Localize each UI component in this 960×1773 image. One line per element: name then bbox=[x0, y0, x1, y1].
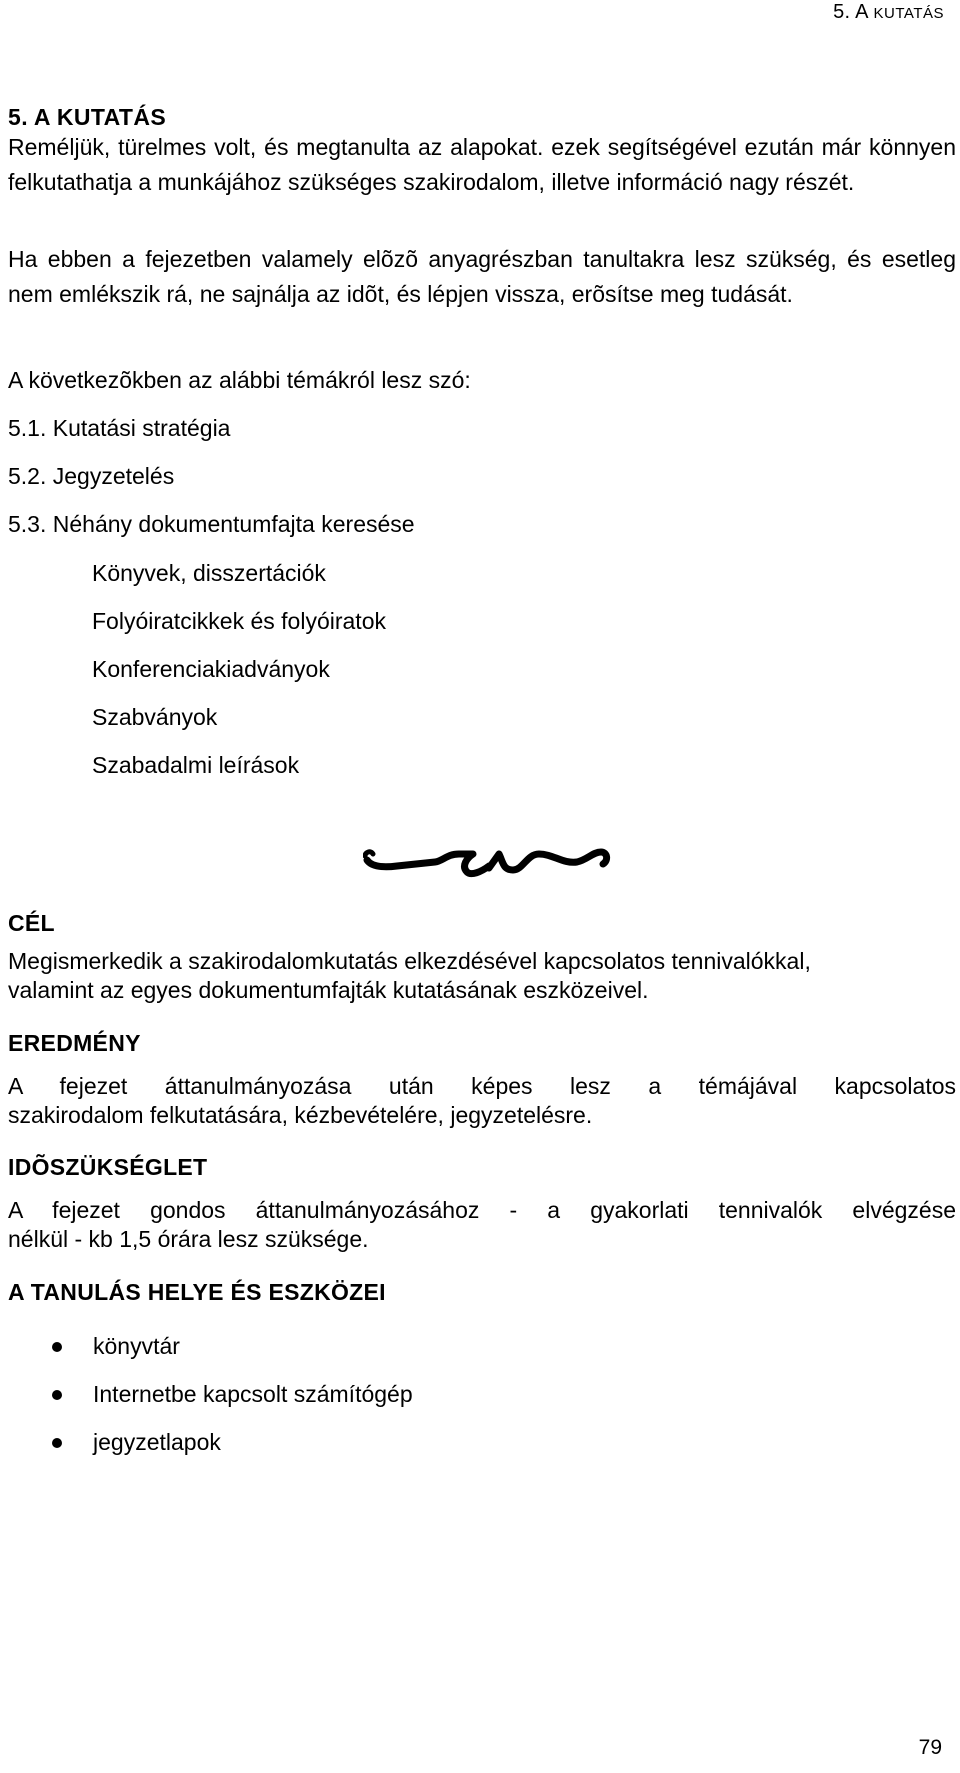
running-header-chapter-name: KUTATÁS bbox=[873, 5, 944, 22]
list-item-text: jegyzetlapok bbox=[93, 1429, 221, 1455]
result-line-1: A fejezet áttanulmányozása után képes lesz a témájával kapcsolatos bbox=[8, 1073, 956, 1099]
intro-paragraph-1: Reméljük, türelmes volt, és megtanulta az alapokat. ezek segítségével ezután már könnyen felkutathatja a munkájához szükséges szakirodalom, illetve információ nagy részét. bbox=[8, 134, 956, 195]
time-heading: IDÕSZÜKSÉGLET bbox=[8, 1154, 208, 1180]
intro-paragraph-2: Ha ebben a fejezetben valamely elõzõ anyagrészban tanultakra lesz szükség, és esetleg nem emlékszik rá, ne sajnálja az idõt, és lépjen vissza, erõsítse meg tudását. bbox=[8, 246, 956, 307]
bullet-icon bbox=[52, 1438, 62, 1448]
time-line-2: nélkül - kb 1,5 órára lesz szüksége. bbox=[8, 1226, 369, 1252]
topics-intro: A következõkben az alábbi témákról lesz szó: bbox=[8, 367, 471, 393]
toc-subitem-journals: Folyóiratcikkek és folyóiratok bbox=[92, 608, 386, 634]
list-item-text: Internetbe kapcsolt számítógép bbox=[93, 1381, 413, 1407]
toc-subitem-standards: Szabványok bbox=[92, 704, 218, 730]
chapter-title: 5. A KUTATÁS bbox=[8, 104, 167, 130]
bullet-icon bbox=[52, 1390, 62, 1400]
running-header bbox=[833, 0, 944, 26]
toc-subitem-conferences: Konferenciakiadványok bbox=[92, 656, 330, 682]
goal-line-1: Megismerkedik a szakirodalomkutatás elkezdésével kapcsolatos tennivalókkal, bbox=[8, 948, 811, 974]
toc-subitem-patents: Szabadalmi leírások bbox=[92, 752, 300, 778]
time-line-1: A fejezet gondos áttanulmányozásához - a gyakorlati tennivalók elvégzése bbox=[8, 1197, 956, 1223]
toc-item-5-2: 5.2. Jegyzetelés bbox=[8, 463, 175, 489]
goal-heading: CÉL bbox=[8, 910, 55, 936]
goal-line-2: valamint az egyes dokumentumfajták kutatásának eszközeivel. bbox=[8, 977, 649, 1003]
result-line-2: szakirodalom felkutatására, kézbevételére, jegyzetelésre. bbox=[8, 1102, 593, 1128]
toc-subitem-books: Könyvek, disszertációk bbox=[92, 560, 326, 586]
toc-item-5-1: 5.1. Kutatási stratégia bbox=[8, 415, 231, 441]
bullet-icon bbox=[52, 1342, 62, 1352]
running-header-chapter-number: 5. A bbox=[833, 1, 874, 23]
place-heading: A TANULÁS HELYE ÉS ESZKÖZEI bbox=[8, 1279, 386, 1305]
section-divider-ornament-icon bbox=[363, 842, 613, 882]
result-heading: EREDMÉNY bbox=[8, 1030, 141, 1056]
page-number: 79 bbox=[918, 1736, 942, 1759]
list-item-text: könyvtár bbox=[93, 1333, 180, 1359]
toc-item-5-3: 5.3. Néhány dokumentumfajta keresése bbox=[8, 511, 415, 537]
